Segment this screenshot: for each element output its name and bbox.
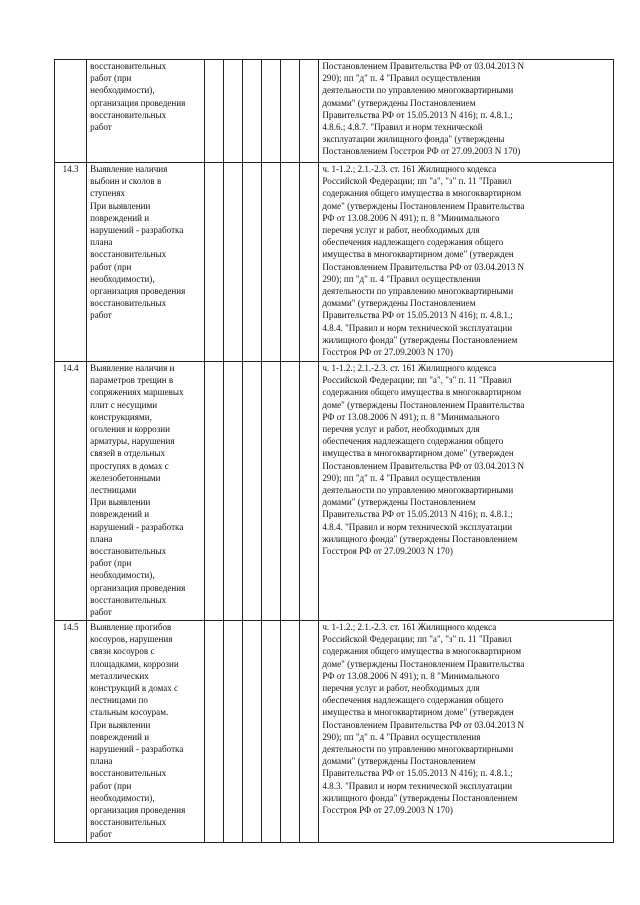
legal-basis: ч. 1-1.2.; 2.1.-2.3. ст. 161 Жилищного кодекса Российской Федерации; пп "а", "з" п. 11 "Правил содержания общего имущества в многоквартирном доме" (утверждены Постановлением Правительства РФ от 13.08.2006 N 491); п. 8 "Минимального перечня услуг и работ, необходимых для обеспечения надлежащего содержания общего имущества в многоквартирном доме" (утвержден Постановлением Правительства РФ от 03.04.2013 N 290); пп "д" п. 4 "Правил осуществления деятельности по управлению многоквартирными домами" (утверждены Постановлением Правительства РФ от 15.05.2013 N 416); п. 4.8.1.; 4.8.3. "Правил и норм технической эксплуатации жилищного фонда" (утверждены Постановлением Госстроя РФ от 27.09.2003 N 170) xyxy=(319,621,614,843)
table-row xyxy=(55,362,614,621)
empty-cell xyxy=(300,163,319,362)
empty-cell xyxy=(300,362,319,621)
empty-cell xyxy=(242,621,261,843)
empty-cell xyxy=(262,163,281,362)
work-description: восстановительных работ (при необходимости), организация проведения восстановительных работ xyxy=(87,60,205,163)
empty-cell xyxy=(281,621,300,843)
table-row xyxy=(55,60,614,163)
row-number xyxy=(55,60,87,163)
table-row xyxy=(55,163,614,362)
row-number: 14.4 xyxy=(55,362,87,621)
empty-cell xyxy=(223,621,242,843)
legal-basis: ч. 1-1.2.; 2.1.-2.3. ст. 161 Жилищного кодекса Российской Федерации; пп "а", "з" п. 11 "Правил содержания общего имущества в многоквартирном доме" (утверждены Постановлением Правительства РФ от 13.08.2006 N 491); п. 8 "Минимального перечня услуг и работ, необходимых для обеспечения надлежащего содержания общего имущества в многоквартирном доме" (утвержден Постановлением Правительства РФ от 03.04.2013 N 290); пп "д" п. 4 "Правил осуществления деятельности по управлению многоквартирными домами" (утверждены Постановлением Правительства РФ от 15.05.2013 N 416); п. 4.8.1.; 4.8.4. "Правил и норм технической эксплуатации жилищного фонда" (утверждены Постановлением Госстроя РФ от 27.09.2003 N 170) xyxy=(319,362,614,621)
empty-cell xyxy=(262,362,281,621)
empty-cell xyxy=(204,362,223,621)
legal-basis: Постановлением Правительства РФ от 03.04.2013 N 290); пп "д" п. 4 "Правил осуществления деятельности по управлению многоквартирными домами" (утверждены Постановлением Правительства РФ от 15.05.2013 N 416); п. 4.8.1.; 4.8.6.; 4.8.7. "Правил и норм технической эксплуатации жилищного фонда" (утверждены Постановлением Госстроя РФ от 27.09.2003 N 170) xyxy=(319,60,614,163)
empty-cell xyxy=(242,362,261,621)
regulation-table xyxy=(54,59,614,843)
empty-cell xyxy=(281,60,300,163)
row-number: 14.5 xyxy=(55,621,87,843)
empty-cell xyxy=(262,621,281,843)
empty-cell xyxy=(242,163,261,362)
empty-cell xyxy=(223,163,242,362)
empty-cell xyxy=(204,621,223,843)
work-description: Выявление прогибов косоуров, нарушения связи косоуров с площадками, коррозии металлических конструкций в домах с лестницами по стальным косоурам. При выявлении повреждений и нарушений - разработка плана восстановительных работ (при необходимости), организация проведения восстановительных работ xyxy=(87,621,205,843)
empty-cell xyxy=(242,60,261,163)
work-description: Выявление наличия и параметров трещин в сопряжениях маршевых плит с несущими конструкциями, оголения и коррозии арматуры, нарушения связей в отдельных проступях в домах с железобетонными лестницами При выявлении повреждений и нарушений - разработка плана восстановительных работ (при необходимости), организация проведения восстановительных работ xyxy=(87,362,205,621)
row-number: 14.3 xyxy=(55,163,87,362)
work-description: Выявление наличия выбоин и сколов в ступенях При выявлении повреждений и нарушений - разработка плана восстановительных работ (при необходимости), организация проведения восстановительных работ xyxy=(87,163,205,362)
empty-cell xyxy=(223,362,242,621)
empty-cell xyxy=(262,60,281,163)
empty-cell xyxy=(204,163,223,362)
empty-cell xyxy=(300,621,319,843)
empty-cell xyxy=(281,362,300,621)
empty-cell xyxy=(300,60,319,163)
empty-cell xyxy=(204,60,223,163)
table-row xyxy=(55,621,614,843)
empty-cell xyxy=(223,60,242,163)
legal-basis: ч. 1-1.2.; 2.1.-2.3. ст. 161 Жилищного кодекса Российской Федерации; пп "а", "з" п. 11 "Правил содержания общего имущества в многоквартирном доме" (утверждены Постановлением Правительства РФ от 13.08.2006 N 491); п. 8 "Минимального перечня услуг и работ, необходимых для обеспечения надлежащего содержания общего имущества в многоквартирном доме" (утвержден Постановлением Правительства РФ от 03.04.2013 N 290); пп "д" п. 4 "Правил осуществления деятельности по управлению многоквартирными домами" (утверждены Постановлением Правительства РФ от 15.05.2013 N 416); п. 4.8.1.; 4.8.4. "Правил и норм технической эксплуатации жилищного фонда" (утверждены Постановлением Госстроя РФ от 27.09.2003 N 170) xyxy=(319,163,614,362)
empty-cell xyxy=(281,163,300,362)
